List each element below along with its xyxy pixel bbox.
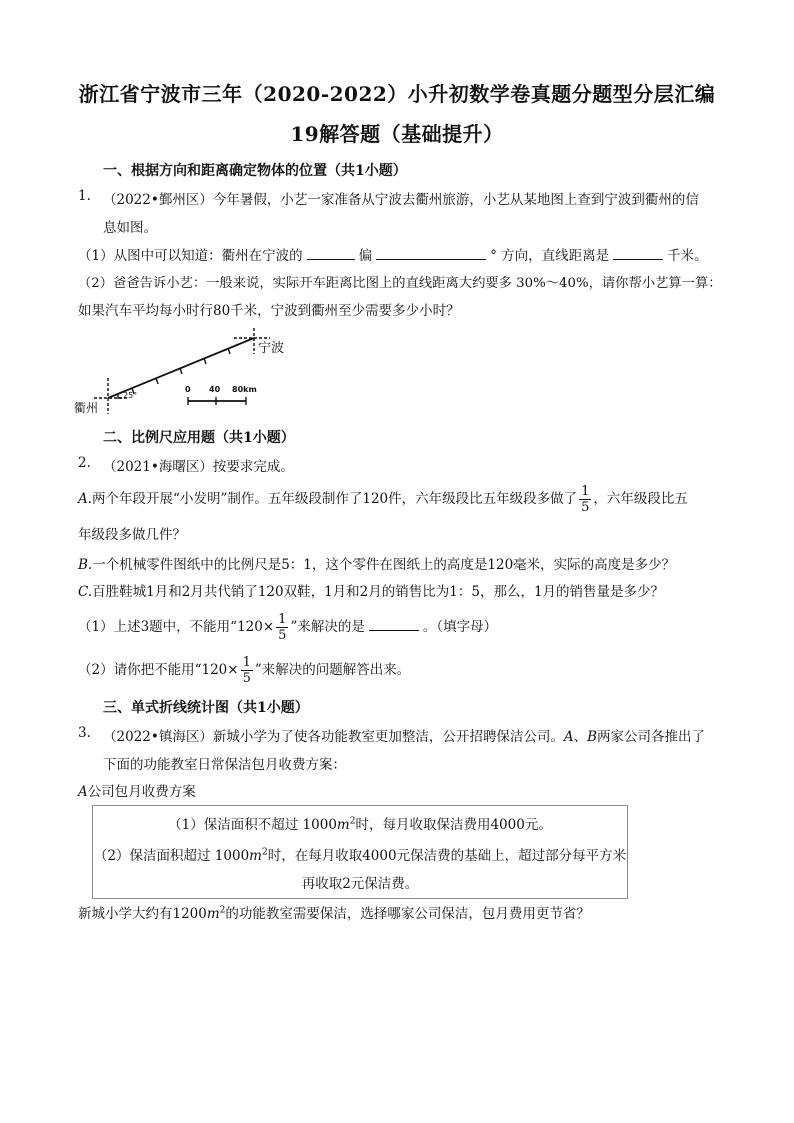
fraction-denominator: 5 bbox=[581, 500, 590, 515]
unit-m: m bbox=[206, 906, 220, 922]
q2-sub1 bbox=[78, 612, 497, 643]
q2-sub2-text-b: ”来解决的问题解答出来。 bbox=[254, 662, 411, 678]
plan-rule-1-text-b: 时，每月收取保洁费用4000元。 bbox=[355, 817, 552, 833]
fraction-numerator: 1 bbox=[581, 484, 590, 499]
q2-sub2 bbox=[78, 655, 410, 686]
q1-part1 bbox=[78, 244, 708, 264]
q3-question-text-a: 新城小学大约有1200 bbox=[78, 906, 207, 922]
fraction-one-fifth bbox=[241, 655, 253, 686]
q3-number: 3. bbox=[78, 725, 91, 741]
label-quzhou: 衢州 bbox=[74, 401, 99, 415]
unit-sup: 2 bbox=[219, 905, 226, 916]
label-angle: 25° bbox=[123, 391, 138, 400]
fraction-numerator: 1 bbox=[278, 612, 287, 627]
q1-part2: （2）爸爸告诉小艺：一般来说，实际开车距离比图上的直线距离大约要多 30%～40%，请你帮小艺算一算： bbox=[78, 276, 722, 291]
pricing-plan-box bbox=[92, 805, 628, 899]
q1-intro: （2022•鄞州区）今年暑假，小艺一家准备从宁波去衢州旅游，小艺从某地图上查到宁波到衢州的信 bbox=[103, 192, 699, 208]
option-b-text: 一个机械零件图纸中的比例尺是5：1，这个零件在图纸上的高度是120毫米，实际的高度是多少？ bbox=[92, 557, 676, 573]
q1-part2-cont: 如果汽车平均每小时行80千米，宁波到衢州至少需要多少小时？ bbox=[78, 303, 460, 319]
plan-rule-2-cont: 再收取2元保洁费。 bbox=[301, 876, 419, 892]
plan-a-letter: A bbox=[78, 784, 88, 800]
answer-blank-letter[interactable] bbox=[369, 617, 419, 631]
fraction-denominator: 5 bbox=[242, 671, 251, 686]
q2-option-b bbox=[78, 553, 675, 573]
q1-part1-text-d: 千米。 bbox=[667, 248, 708, 264]
plan-rule-2-text-b: 时，在每月收取4000元保洁费的基础上，超过部分每平方米 bbox=[267, 848, 627, 864]
section-heading-2: 二、比例尺应用题（共1小题） bbox=[103, 430, 295, 446]
plan-rule-2 bbox=[93, 844, 627, 864]
option-a-text-cont: ，六年级段比五 bbox=[593, 491, 688, 507]
company-b-ref: B bbox=[587, 729, 597, 745]
answer-blank-angle[interactable] bbox=[376, 246, 486, 260]
plan-a-heading bbox=[78, 780, 196, 800]
scale-label-0: 0 bbox=[185, 385, 191, 394]
fraction-denominator: 5 bbox=[278, 628, 287, 643]
label-ningbo: 宁波 bbox=[258, 341, 285, 356]
map-figure bbox=[72, 326, 312, 422]
q1-part1-text-a: （1）从图中可以知道：衢州在宁波的 bbox=[78, 248, 303, 264]
q3-question bbox=[78, 902, 590, 922]
answer-blank-distance[interactable] bbox=[613, 246, 663, 260]
q2-sub1-text-b: ”来解决的是 bbox=[290, 619, 365, 635]
plan-rule-2-text-a: （2）保洁面积超过 1000 bbox=[93, 848, 250, 864]
angle-marker bbox=[118, 394, 122, 398]
section-heading-1: 一、根据方向和距离确定物体的位置（共1小题） bbox=[103, 163, 407, 179]
q2-number: 2. bbox=[78, 455, 91, 471]
option-c-text: 百胜鞋城1月和2月共代销了120双鞋，1月和2月的销售比为1：5，那么，1月的销售量是多少？ bbox=[92, 584, 665, 600]
unit-m: m bbox=[336, 817, 350, 833]
unit-sup: 2 bbox=[349, 816, 356, 827]
answer-blank-direction[interactable] bbox=[307, 246, 355, 260]
option-a-label: A. bbox=[78, 491, 93, 507]
option-b-label: B. bbox=[78, 557, 93, 573]
q3-intro-sep: 、 bbox=[573, 729, 588, 745]
route-tick bbox=[156, 378, 158, 384]
q3-intro bbox=[103, 725, 705, 745]
document-title-line1: 浙江省宁波市三年（2020-2022）小升初数学卷真题分题型分层汇编 bbox=[78, 82, 716, 106]
plan-a-text: 公司包月收费方案 bbox=[87, 784, 196, 800]
q2-sub1-text-a: （1）上述3题中，不能用“120× bbox=[78, 619, 275, 635]
scale-label-80km: 80km bbox=[232, 385, 257, 394]
q3-intro-text: （2022•镇海区）新城小学为了使各功能教室更加整洁，公开招聘保洁公司。 bbox=[103, 729, 564, 745]
q1-intro-cont: 息如图。 bbox=[103, 220, 157, 236]
q3-intro-cont: 下面的功能教室日常保洁包月收费方案： bbox=[103, 757, 346, 773]
option-a-text-line2: 年级段多做几件？ bbox=[78, 527, 186, 543]
q2-option-a bbox=[78, 484, 688, 515]
scale-label-40: 40 bbox=[209, 385, 221, 394]
fraction-numerator: 1 bbox=[242, 655, 251, 670]
q2-intro: （2021•海曙区）按要求完成。 bbox=[103, 459, 294, 475]
section-heading-3: 三、单式折线统计图（共1小题） bbox=[103, 700, 309, 716]
unit-m: m bbox=[249, 848, 262, 864]
q3-question-text-b: 的功能教室需要保洁，选择哪家公司保洁，包月费用更节省？ bbox=[225, 906, 590, 922]
q3-intro-text-2: 两家公司各推出了 bbox=[597, 729, 705, 745]
plan-rule-1-text-a: （1）保洁面积不超过 1000 bbox=[168, 817, 337, 833]
unit-sup: 2 bbox=[261, 847, 268, 858]
plan-rule-1 bbox=[93, 813, 627, 833]
q1-part1-text-c: ° 方向，直线距离是 bbox=[490, 248, 610, 264]
q1-part1-text-b: 偏 bbox=[358, 248, 373, 264]
document-title-line2: 19解答题（基础提升） bbox=[290, 122, 504, 146]
q2-sub2-text-a: （2）请你把不能用“120× bbox=[78, 662, 239, 678]
fraction-one-fifth bbox=[579, 484, 591, 515]
route-tick bbox=[180, 368, 182, 374]
q2-sub1-text-c: 。（填字母） bbox=[422, 619, 498, 635]
fraction-one-fifth bbox=[276, 612, 288, 643]
q1-number: 1. bbox=[78, 188, 91, 204]
option-c-label: C. bbox=[78, 584, 93, 600]
route-tick bbox=[204, 358, 206, 364]
q2-option-c bbox=[78, 580, 664, 600]
option-a-text: 两个年段开展“小发明”制作。五年级段制作了120件，六年级段比五年级段多做了 bbox=[92, 491, 578, 507]
company-a-ref: A bbox=[563, 729, 574, 745]
